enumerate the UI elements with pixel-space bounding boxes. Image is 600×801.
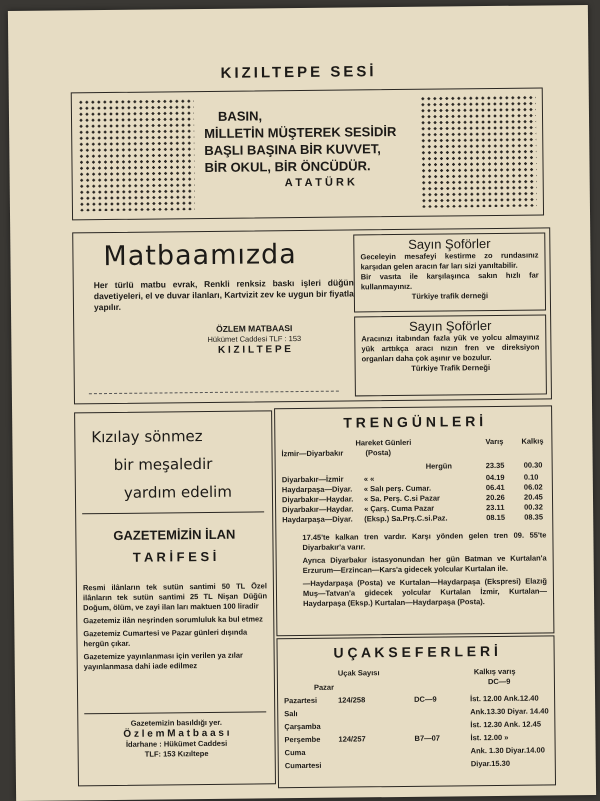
drivers-notice-1 — [353, 232, 546, 312]
kizilay-line: Kızılay sönmez — [91, 427, 203, 447]
quote-line: MİLLETİN MÜŞTEREK SESİDİR — [204, 123, 397, 142]
flight-day: Salı — [284, 709, 298, 719]
train-route: Haydarpaşa—Diyar. — [281, 484, 353, 495]
train-route: Diyarbakır—Haydar. — [282, 504, 354, 515]
newspaper-page — [8, 5, 596, 801]
flight-day: Cumartesi — [284, 760, 322, 771]
flight-times: Ank.13.30 Diyar. 14.40 — [470, 706, 549, 717]
train-departure: 00.32 — [524, 502, 543, 512]
dot-pattern-left — [78, 98, 195, 211]
train-days: (Eksp.) Sa.Prş.C.si.Paz. — [364, 513, 448, 524]
drivers-notice-title: Sayın Şoförler — [408, 236, 491, 252]
flight-row — [285, 758, 551, 774]
train-header-arrival: Varış — [485, 436, 504, 447]
drivers-notice-2 — [354, 314, 547, 396]
train-route: Diyarbakır—İzmir — [281, 474, 344, 485]
quote-line: BİR OKUL, BİR ÖNCÜDÜR. — [204, 158, 371, 176]
train-notes — [282, 530, 547, 609]
train-days: « Salı perş. Cumar. — [363, 483, 432, 494]
flight-aircraft-type: B7—07 — [414, 733, 441, 743]
publisher-intro: Gazetemizin basıldığı yer. — [130, 717, 223, 728]
flight-day: Pazartesi — [284, 695, 318, 706]
publisher-tel: TLF: 153 Kızıltepe — [144, 748, 209, 759]
train-title: T R E N G Ü N L E R İ — [343, 413, 484, 431]
train-note: 17.45'te kalkan tren vardır. Karşı yönden gelen tren 09. 55'te Diyarbakır'a varır. — [302, 530, 547, 553]
publisher-footer — [78, 717, 274, 760]
ad-rates-paragraph: Gazetemize yayınlanması için verilen ya zılar yayınlanmasa dahi iade edilmez — [83, 650, 243, 672]
train-days: « Çarş. Cuma Pazar — [364, 503, 435, 514]
train-route: Haydarpaşa—Diyar. — [282, 514, 353, 525]
ad-rates-paragraph: Gazetemiz Cumartesi ve Pazar günleri dışında hergün çıkar. — [83, 627, 248, 649]
flight-number: 124/257 — [338, 734, 366, 744]
publisher-name: Ö z l e m M a t b a a s ı — [123, 727, 230, 740]
flight-rows — [284, 680, 551, 774]
train-row — [282, 512, 548, 525]
flight-times: İst. 12.30 Ank. 12.45 — [470, 719, 542, 730]
train-arrival: 08.15 — [486, 512, 506, 523]
quote-text — [204, 106, 397, 193]
drivers-notice-sign: Türkiye trafik derneği — [411, 291, 489, 301]
flight-day: Perşembe — [284, 734, 321, 745]
publisher-address: İdarhane : Hükümet Caddesi — [125, 738, 228, 749]
train-arrival: 20.26 — [485, 492, 505, 503]
ad-rates-paragraph: Gazetemiz ilân neşrinden sorumluluk ka bul etmez — [83, 614, 263, 626]
train-days: « Sa. Perş. C.si Pazar — [363, 493, 440, 504]
train-route: Diyarbakır—Haydar. — [281, 494, 354, 505]
train-days: Hergün — [425, 461, 452, 471]
ad-rates-body — [83, 581, 268, 672]
flight-aircraft: DC—9 — [487, 676, 511, 687]
train-rows — [282, 472, 549, 525]
quote-banner — [71, 87, 544, 220]
flight-title: U Ç A K S E F E R L E R İ — [333, 642, 498, 661]
flight-number: 124/258 — [338, 695, 366, 705]
train-schedule — [274, 405, 554, 636]
drivers-notice-title: Sayın Şoförler — [408, 318, 492, 334]
train-note: —Haydarpaşa (Posta) ve Kurtalan—Haydarpaşa (Ekspresi) Elazığ Muş—Tatvan'a gidecek yolcular Kurtalan İzmir, Kurtalan—Haydarpaşa (Eksp.) Kurtalan—Haydarpaşa (Posta). — [302, 576, 548, 608]
flight-schedule — [276, 635, 556, 788]
drivers-notice-body-2: Bir vasıta ile karşılaşınca sakın hızlı far kullanmayınız. — [360, 270, 539, 292]
printing-house-address: Hükümet Caddesi TLF : 153 — [207, 334, 302, 344]
flight-day: Cuma — [284, 747, 306, 758]
train-arrival: 04.19 — [485, 472, 505, 483]
train-departure: 20.45 — [523, 492, 543, 502]
ad-rates-title-line: T A R İ F E S İ — [132, 548, 217, 565]
drivers-notice-sign: Türkiye Trafik Derneği — [411, 363, 491, 373]
drivers-notice-body: Aracınızı itabından fazla yük ve yolcu almayınız yük arttıkça aracı nızın fren ve direksiyon organları daha çok aşınır ve bozulur. — [361, 332, 540, 364]
kizilay-line: yardım edelim — [123, 482, 232, 502]
flight-day: Çarşamba — [284, 721, 321, 732]
ad-rates-paragraph: Resmi ilânların tek sutün santimi 50 TL Özel ilânların tek sutün santimi 25 TL Nişan Düğün Doğum, ölüm, ve zayi ilan ları maktuen 100 liradir — [82, 581, 268, 613]
train-departure: 06.02 — [523, 482, 543, 492]
flight-header-number: Uçak Sayısı — [337, 668, 380, 678]
printing-house-ad — [93, 238, 354, 357]
train-departure: 0.10 — [523, 472, 539, 482]
printing-house-name: ÖZLEM MATBAASI — [215, 323, 293, 334]
left-column — [74, 410, 276, 786]
flight-times: Diyar.15.30 — [470, 758, 511, 769]
flight-aircraft-type: DC—9 — [414, 694, 437, 704]
dot-pattern-right — [420, 95, 537, 208]
ad-rates-title-line: GAZETEMİZİN İLAN — [113, 526, 236, 543]
flight-times: Ank. 1.30 Diyar.14.00 — [470, 745, 545, 756]
train-departure: 00.30 — [523, 460, 543, 470]
train-arrival: 23.11 — [486, 502, 505, 513]
quote-line: BASIN, — [217, 108, 263, 124]
train-note: Ayrıca Diyarbakır istasyonundan her gün Batman ve Kurtalan'a Erzurum—Erzincan—Kars'a gidecek yolcular Kurtalan ile. — [302, 553, 547, 576]
masthead: KIZILTEPE SESİ — [220, 63, 377, 82]
drivers-notice-body: Geceleyin mesafeyi kestirme zo rundasınız karşıdan gelen aracın far ları sizi yanıltabilir. — [360, 250, 539, 272]
train-days: « « — [363, 474, 375, 484]
train-header-days: Hareket Günleri — [355, 437, 412, 448]
train-header-posta: (Posta) — [365, 448, 391, 458]
kizilay-line: bir meşaledir — [113, 454, 213, 474]
train-header-departure: Kalkış — [521, 436, 544, 446]
printing-house-city: K I Z I L T E P E — [217, 344, 291, 356]
flight-day: Pazar — [313, 682, 335, 692]
printing-house-title: Matbaamızda — [103, 239, 297, 273]
quote-line: BAŞLI BAŞINA BİR KUVVET, — [204, 141, 381, 159]
ad-rates-title — [76, 523, 272, 569]
divider — [82, 511, 264, 514]
flight-header-times: Kalkış varış — [473, 666, 516, 677]
printing-house-body: Her türlü matbu evrak, Renkli renksiz baskı işleri düğün davetiyeleri, el ve duvar ilanları, Kartvizit zev ke uygun bir fiyatla yapılır. — [93, 277, 354, 313]
flight-times: İst. 12.00 » — [470, 732, 509, 743]
train-route: İzmir—Diyarbakır — [281, 448, 344, 459]
divider — [84, 711, 266, 714]
flight-times: İst. 12.00 Ank.12.40 — [470, 693, 539, 704]
train-arrival: 06.41 — [485, 482, 505, 493]
train-arrival: 23.35 — [485, 460, 505, 471]
ads-frame — [72, 227, 552, 404]
quote-author: A T A T Ü R K — [284, 176, 356, 190]
kizilay-ad — [75, 421, 272, 507]
ad-rule — [89, 391, 339, 395]
train-departure: 08.35 — [524, 512, 544, 522]
